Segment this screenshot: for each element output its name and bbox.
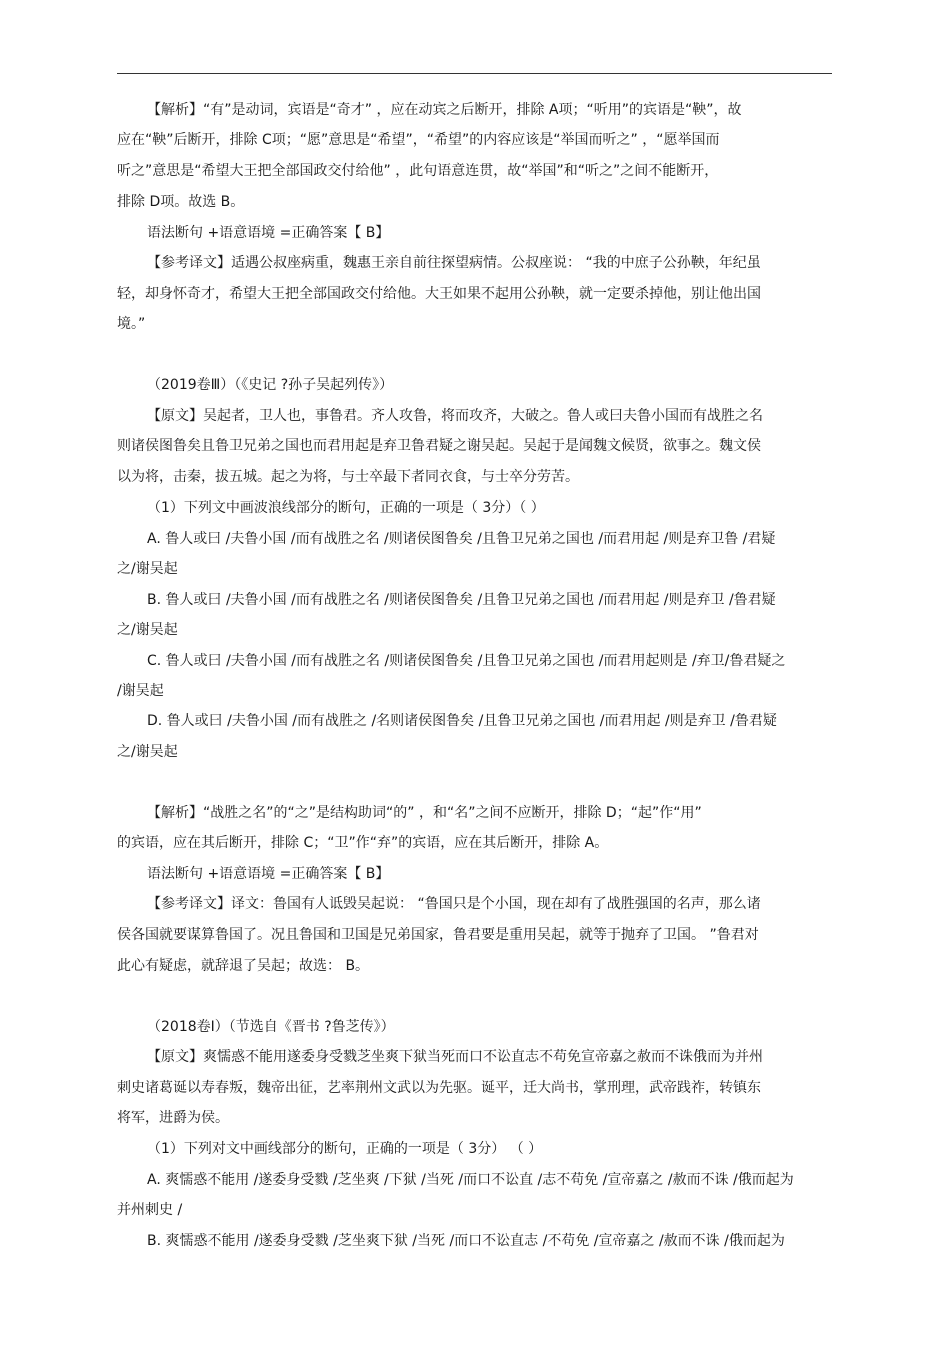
- option-b-cont: 之/谢吴起: [117, 622, 178, 638]
- text-line: 【参考译文】适遇公叔座病重，魏惠王亲自前往探望病情。公叔座说： “我的中庶子公孙鞅，年纪虽: [147, 255, 761, 271]
- text-line: 语法断句 +语意语境 =正确答案【 B】: [147, 225, 390, 241]
- text-line: 语法断句 +语意语境 =正确答案【 B】: [147, 866, 390, 882]
- text-line: 以为将，击秦，拔五城。起之为将，与士卒最下者同衣食，与士卒分劳苦。: [117, 469, 579, 485]
- option-a: A. 鲁人或曰 /夫鲁小国 /而有战胜之名 /则诸侯图鲁矣 /且鲁卫兄弟之国也 /而君用起 /则是弃卫鲁 /君疑: [147, 531, 776, 547]
- text-line: 应在“鞅”后断开，排除 C项；“愿”意思是“希望”，“希望”的内容应该是“举国而听之” ，“愿举国而: [117, 132, 720, 148]
- question-line: （1）下列对文中画线部分的断句，正确的一项是（ 3分） （ ）: [147, 1141, 543, 1157]
- option-b: B. 鲁人或曰 /夫鲁小国 /而有战胜之名 /则诸侯图鲁矣 /且鲁卫兄弟之国也 /而君用起 /则是弃卫 /鲁君疑: [147, 592, 776, 608]
- text-line: 将军，进爵为侯。: [117, 1110, 229, 1126]
- text-line: 则诸侯图鲁矣且鲁卫兄弟之国也而君用起是弃卫鲁君疑之谢吴起。吴起于是闻魏文候贤，欲事之。魏文侯: [117, 438, 761, 454]
- text-line: 【参考译文】译文：鲁国有人诋毁吴起说： “鲁国只是个小国，现在却有了战胜强国的名声，那么诸: [147, 896, 761, 912]
- text-line: 【解析】“有”是动词，宾语是“奇才” ，应在动宾之后断开，排除 A项；“听用”的宾语是“鞅”，故: [147, 102, 742, 118]
- text-line: 轻，却身怀奇才，希望大王把全部国政交付给他。大王如果不起用公孙鞅，就一定要杀掉他，别让他出国: [117, 286, 761, 302]
- text-line: 【原文】吴起者，卫人也，事鲁君。齐人攻鲁，将而攻齐，大破之。鲁人或曰夫鲁小国而有战胜之名: [147, 408, 763, 424]
- option-b: B. 爽懦惑不能用 /遂委身受戮 /芝坐爽下狱 /当死 /而口不讼直志 /不苟免 /宣帝嘉之 /赦而不诛 /俄而起为: [147, 1233, 785, 1249]
- text-line: 刺史诸葛诞以寿春叛，魏帝出征，艺率荆州文武以为先驱。诞平，迁大尚书，掌刑理，武帝践祚，转镇东: [117, 1080, 761, 1096]
- option-a-cont: 并州刺史 /: [117, 1202, 183, 1218]
- text-line: 【原文】爽懦惑不能用遂委身受戮芝坐爽下狱当死而口不讼直志不苟免宣帝嘉之赦而不诛俄而为并州: [147, 1049, 763, 1065]
- text-line: 【解析】“战胜之名”的“之”是结构助词“的” ，和“名”之间不应断开，排除 D；“起”作“用”: [147, 805, 702, 821]
- section-heading: （2018卷Ⅰ）（节选自《晋书 ?鲁芝传》）: [147, 1019, 395, 1035]
- header-rule: [117, 73, 832, 74]
- text-line: 的宾语，应在其后断开，排除 C；“卫”作“弃”的宾语，应在其后断开，排除 A。: [117, 835, 609, 851]
- text-line: 侯各国就要谋算鲁国了。况且鲁国和卫国是兄弟国家，鲁君要是重用吴起，就等于抛弃了卫国。 ”鲁君对: [117, 927, 759, 943]
- option-a: A. 爽懦惑不能用 /遂委身受戮 /芝坐爽 /下狱 /当死 /而口不讼直 /志不苟免 /宣帝嘉之 /赦而不诛 /俄而起为: [147, 1172, 794, 1188]
- option-a-cont: 之/谢吴起: [117, 561, 178, 577]
- option-c: C. 鲁人或曰 /夫鲁小国 /而有战胜之名 /则诸侯图鲁矣 /且鲁卫兄弟之国也 /而君用起则是 /弃卫/鲁君疑之: [147, 653, 786, 669]
- question-line: （1）下列文中画波浪线部分的断句，正确的一项是（ 3分）（ ）: [147, 500, 545, 516]
- text-line: 排除 D项。故选 B。: [117, 194, 245, 210]
- option-c-cont: /谢吴起: [117, 683, 164, 699]
- option-d-cont: 之/谢吴起: [117, 744, 178, 760]
- text-line: 境。”: [117, 316, 146, 332]
- section-heading: （2019卷Ⅲ）（《史记 ?孙子吴起列传》）: [147, 377, 394, 393]
- text-line: 听之”意思是“希望大王把全部国政交付给他” ，此句语意连贯，故“举国”和“听之”之间不能断开，: [117, 163, 719, 179]
- text-line: 此心有疑虑，就辞退了吴起；故选： B。: [117, 958, 370, 974]
- option-d: D. 鲁人或曰 /夫鲁小国 /而有战胜之 /名则诸侯图鲁矣 /且鲁卫兄弟之国也 /而君用起 /则是弃卫 /鲁君疑: [147, 713, 777, 729]
